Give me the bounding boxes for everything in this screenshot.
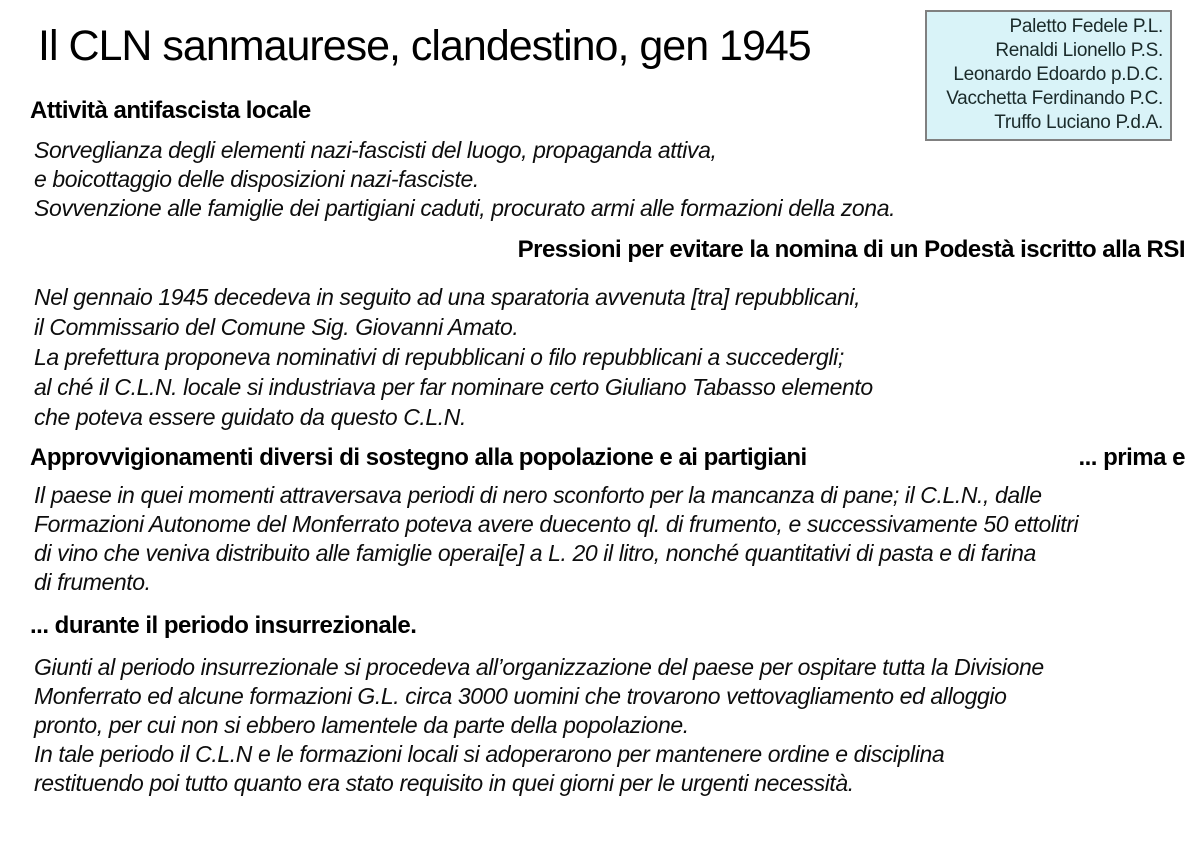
body-line: La prefettura proponeva nominativi di repubblicani o filo repubblicani a succedergli; [34, 344, 844, 370]
body-line: Sorveglianza degli elementi nazi-fascisti del luogo, propaganda attiva, [34, 137, 717, 163]
name-line: Vacchetta Ferdinando P.C. [946, 88, 1163, 109]
body-line: e boicottaggio delle disposizioni nazi-fasciste. [34, 166, 479, 192]
name-line: Paletto Fedele P.L. [1009, 16, 1163, 37]
body-line: pronto, per cui non si ebbero lamentele da parte della popolazione. [34, 712, 689, 738]
section-body-approvvigionamenti [34, 481, 1190, 597]
heading-right-text: ... prima e [1078, 444, 1185, 471]
body-line: che poteva essere guidato da questo C.L.N. [34, 404, 466, 430]
section-heading-pressioni: Pressioni per evitare la nomina di un Podestà iscritto alla RSI [517, 236, 1185, 263]
section-heading-approvvigionamenti [30, 444, 1185, 472]
section-body-durante [34, 653, 1190, 798]
body-line: di vino che veniva distribuito alle famiglie operai[e] a L. 20 il litro, nonché quantitativi di pasta e di farina [34, 540, 1036, 566]
section-heading-durante: ... durante il periodo insurrezionale. [30, 612, 417, 639]
body-line: Formazioni Autonome del Monferrato poteva avere duecento ql. di frumento, e successivamente 50 ettolitri [34, 511, 1079, 537]
section-body-pressioni [34, 282, 1190, 432]
name-line: Leonardo Edoardo p.D.C. [953, 64, 1163, 85]
name-line: Truffo Luciano P.d.A. [994, 112, 1163, 133]
body-line: Nel gennaio 1945 decedeva in seguito ad una sparatoria avvenuta [tra] repubblicani, [34, 284, 861, 310]
body-line: Il paese in quei momenti attraversava periodi di nero sconforto per la mancanza di pane; il C.L.N., dalle [34, 482, 1042, 508]
body-line: al ché il C.L.N. locale si industriava per far nominare certo Giuliano Tabasso elemento [34, 374, 873, 400]
body-line: restituendo poi tutto quanto era stato requisito in quei giorni per le urgenti necessità. [34, 770, 854, 796]
body-line: Giunti al periodo insurrezionale si procedeva all’organizzazione del paese per ospitare tutta la Divisione [34, 654, 1044, 680]
body-line: di frumento. [34, 569, 151, 595]
section-body-attivita [34, 136, 1190, 223]
body-line: il Commissario del Comune Sig. Giovanni Amato. [34, 314, 519, 340]
section-heading-attivita: Attività antifascista locale [30, 97, 311, 124]
slide-title: Il CLN sanmaurese, clandestino, gen 1945 [38, 22, 811, 70]
body-line: In tale periodo il C.L.N e le formazioni locali si adoperarono per mantenere ordine e disciplina [34, 741, 945, 767]
body-line: Sovvenzione alle famiglie dei partigiani caduti, procurato armi alle formazioni della zona. [34, 195, 896, 221]
body-line: Monferrato ed alcune formazioni G.L. circa 3000 uomini che trovarono vettovagliamento ed alloggio [34, 683, 1007, 709]
heading-left-text: Approvvigionamenti diversi di sostegno alla popolazione e ai partigiani [30, 444, 807, 471]
name-line: Renaldi Lionello P.S. [995, 40, 1163, 61]
